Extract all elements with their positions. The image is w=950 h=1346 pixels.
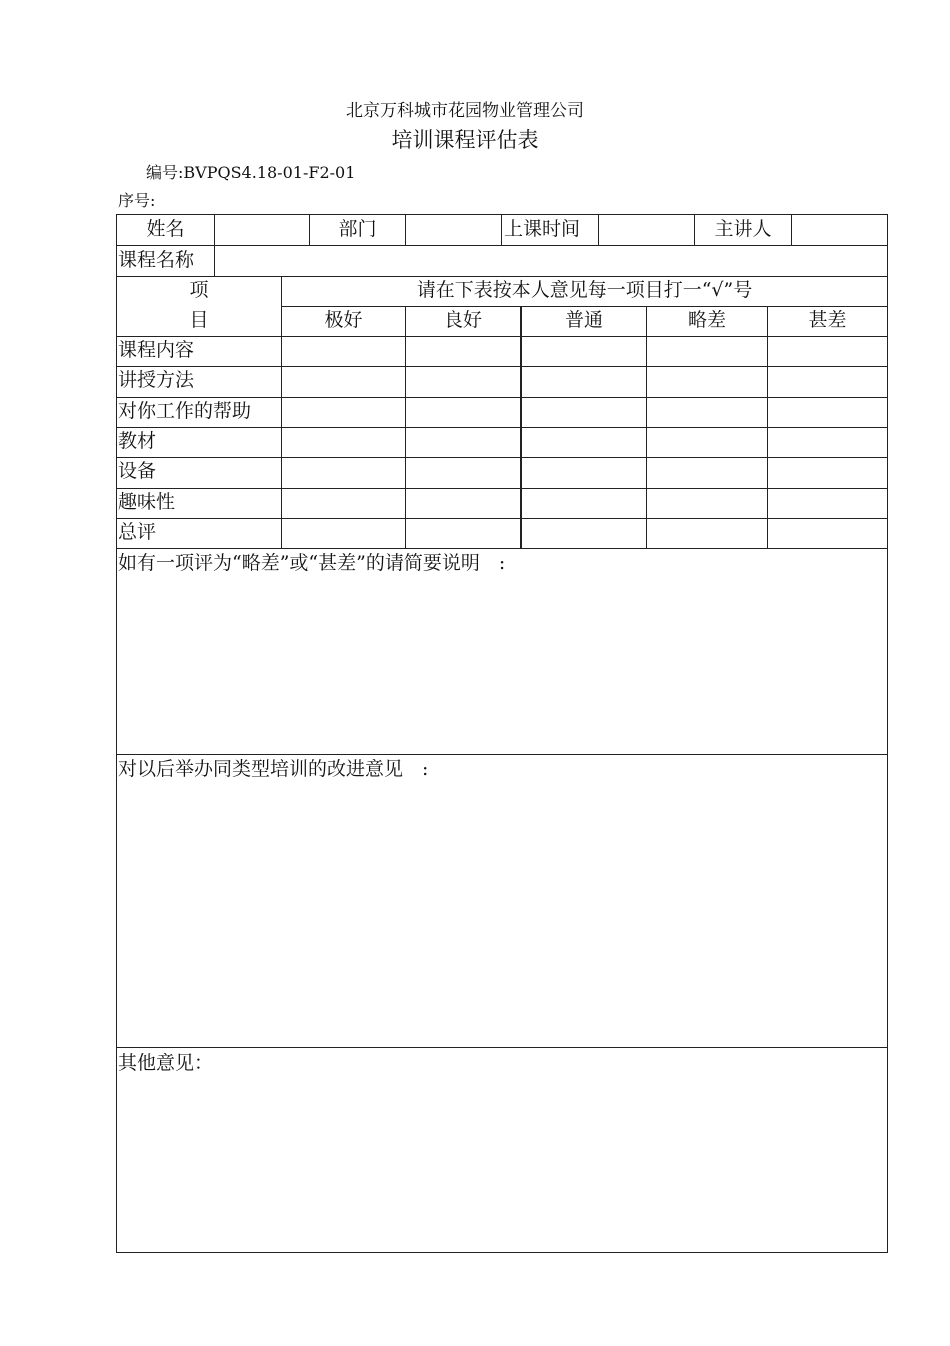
- column-divider: [767, 306, 768, 548]
- column-divider: [501, 214, 502, 245]
- item-overall: 总评: [118, 521, 157, 543]
- rating-instruction: 请在下表按本人意见每一项目打一“√”号: [416, 279, 753, 301]
- row-divider: [116, 245, 888, 246]
- item-helpfulness: 对你工作的帮助: [118, 400, 252, 422]
- scale-excellent: 极好: [324, 309, 363, 331]
- improvement-suggestions-label: 对以后举办同类型培训的改进意见 :: [118, 758, 429, 780]
- column-divider: [646, 306, 647, 548]
- form-title: 培训课程评估表: [391, 128, 539, 152]
- row-divider: [116, 518, 888, 519]
- company-name: 北京万科城市花园物业管理公司: [346, 101, 584, 121]
- evaluation-form-table: [116, 214, 888, 1253]
- row-divider: [116, 488, 888, 489]
- item-course-content: 课程内容: [118, 339, 195, 361]
- row-divider: [116, 366, 888, 367]
- column-divider: [791, 214, 792, 245]
- item-label-top: 项: [189, 279, 209, 301]
- column-divider: [214, 245, 215, 276]
- other-comments-label: 其他意见：: [118, 1052, 214, 1074]
- item-materials: 教材: [118, 430, 157, 452]
- department-label: 部门: [338, 218, 377, 240]
- item-teaching-method: 讲授方法: [118, 369, 195, 391]
- section-divider: [116, 1047, 888, 1048]
- serial-number-label: 序号:: [118, 191, 156, 210]
- scale-very-poor: 甚差: [808, 309, 847, 331]
- course-name-label: 课程名称: [118, 249, 195, 271]
- item-interest: 趣味性: [118, 491, 176, 513]
- form-code: 编号:BVPQS4.18-01-F2-01: [146, 163, 356, 182]
- item-equipment: 设备: [118, 460, 157, 482]
- item-label-bottom: 目: [189, 309, 209, 331]
- table-border-left: [116, 214, 117, 1253]
- column-divider: [405, 306, 406, 548]
- table-border-bottom: [116, 1252, 888, 1253]
- scale-poor: 略差: [687, 309, 726, 331]
- name-label: 姓名: [146, 218, 185, 240]
- poor-rating-explanation-label: 如有一项评为“略差”或“甚差”的请简要说明 :: [118, 552, 506, 574]
- lecturer-label: 主讲人: [714, 218, 772, 240]
- table-border-right: [887, 214, 888, 1253]
- row-divider: [116, 457, 888, 458]
- column-divider: [214, 214, 215, 245]
- scale-good: 良好: [443, 309, 482, 331]
- row-divider: [116, 336, 888, 337]
- column-divider: [598, 214, 599, 245]
- row-divider: [116, 427, 888, 428]
- column-divider: [520, 306, 522, 548]
- scale-average: 普通: [564, 309, 603, 331]
- class-time-label: 上课时间: [504, 218, 581, 240]
- column-divider: [405, 214, 406, 245]
